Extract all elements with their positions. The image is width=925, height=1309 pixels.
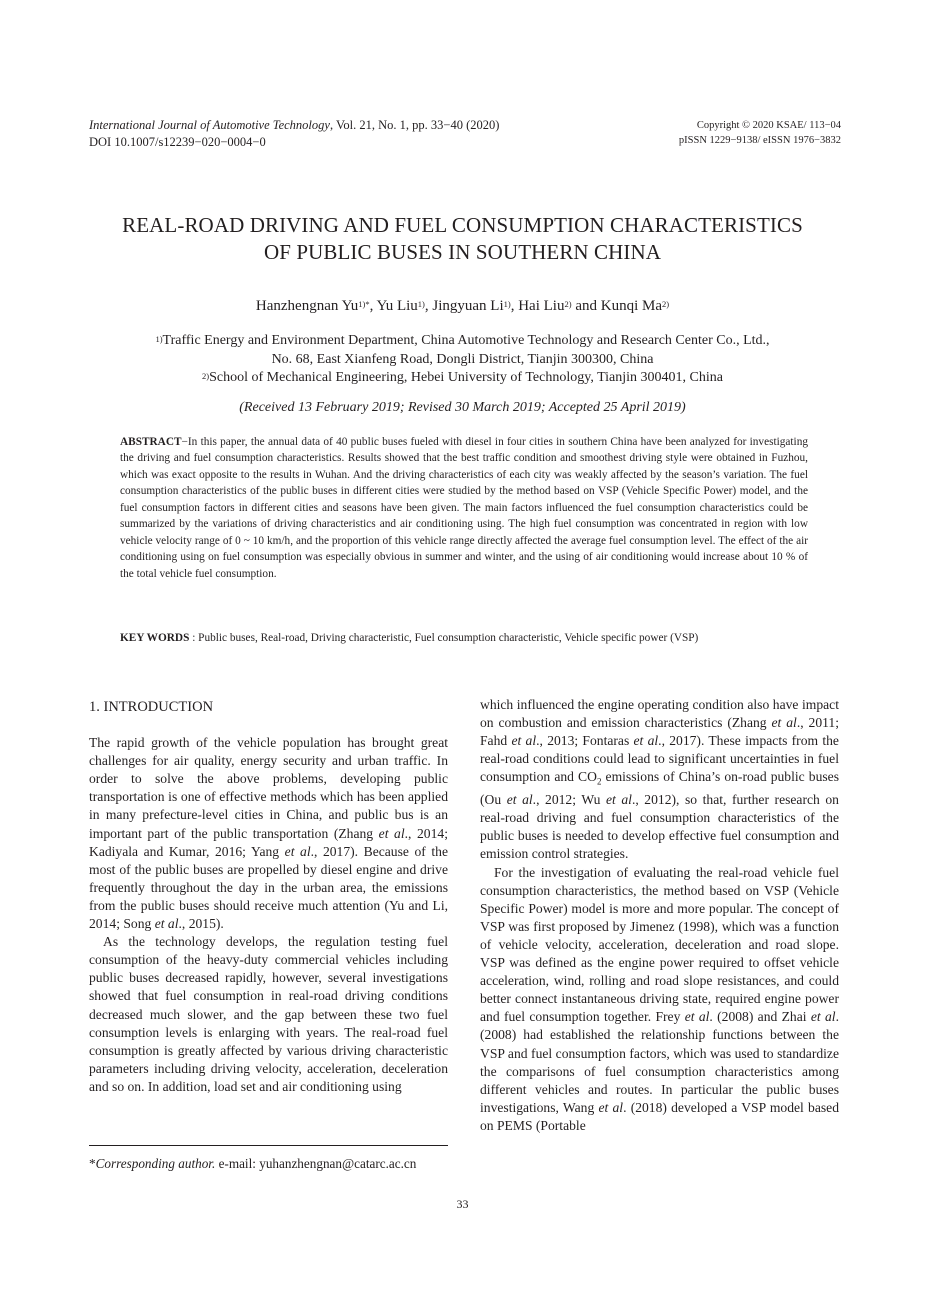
footnote-mark: * xyxy=(89,1156,96,1171)
author-sep: and xyxy=(571,298,601,314)
author-name: Kunqi Ma xyxy=(600,298,662,314)
text-run-italic: et al xyxy=(511,733,537,749)
author-list xyxy=(60,296,865,316)
author-mark: 2) xyxy=(661,299,670,309)
text-run: ., 2012; Wu xyxy=(532,792,606,808)
text-run: ., 2017). Because of the most of the public buses are propelled by diesel engine and drive frequently throughout the day in the urban area, the emissions from the public buses should receive much attention (Yu and Li, 2014; Song xyxy=(89,843,448,932)
text-run: For the investigation of evaluating the real-road vehicle fuel consumption characteristics, the method based on VSP (Vehicle Specific Power) model is more and more popular. The concept of VSP was first proposed by Jimenez (1998), which was a function of vehicle velocity, acceleration, deceleration and road slope. VSP was defined as the engine power required to offset vehicle acceleration, wind, rolling and road slope resistances, and could better connect instantaneous driving state, required engine power and fuel consumption together. Frey xyxy=(480,864,839,1025)
text-run-italic: et al xyxy=(378,825,405,841)
author-mark: 1) xyxy=(503,299,511,309)
journal-volume: , Vol. 21, No. 1, pp. 33−40 (2020) xyxy=(329,118,500,132)
text-run: ., 2014; Kadiyala and Kumar, 2016; Yang xyxy=(89,825,448,859)
text-run: ., 2017). These impacts from the real-road conditions could lead to significant uncertainties in fuel consumption and CO xyxy=(480,733,839,785)
affiliation-text: Traffic Energy and Environment Department, China Automotive Technology and Research Center Co., Ltd., xyxy=(162,333,770,348)
footnote-divider xyxy=(89,1145,448,1146)
paper-title xyxy=(60,212,865,266)
received-dates: (Received 13 February 2019; Revised 30 March 2019; Accepted 25 April 2019) xyxy=(239,400,686,415)
title-line-1: REAL-ROAD DRIVING AND FUEL CONSUMPTION CHARACTERISTICS xyxy=(122,213,803,237)
text-run-italic: et al xyxy=(633,733,659,749)
footnote-label: Corresponding author. xyxy=(95,1156,216,1171)
author-name: Hanzhengnan Yu xyxy=(255,298,359,314)
footnote-email: e-mail: yuhanzhengnan@catarc.ac.cn xyxy=(215,1156,417,1171)
text-run: emissions of China’s on-road public buses (Ou xyxy=(480,769,839,808)
author-sep: , xyxy=(424,298,433,314)
subscript: 2 xyxy=(596,777,602,788)
author-sep: , xyxy=(369,298,377,314)
text-run: . (2018) developed a VSP model based on PEMS (Portable xyxy=(480,1099,839,1133)
journal-header xyxy=(89,117,499,151)
text-run-italic: et al xyxy=(771,715,797,731)
affiliation-1-address: No. 68, East Xianfeng Road, Dongli District, Tianjin 300300, China xyxy=(271,351,654,367)
abstract-label: ABSTRACT xyxy=(120,436,182,448)
affiliation-mark: 1) xyxy=(155,334,163,344)
text-run-italic: et al xyxy=(598,1099,624,1115)
text-run: ., 2015). xyxy=(178,916,224,932)
author-name: Yu Liu xyxy=(376,298,418,314)
text-run-italic: et al xyxy=(605,792,632,808)
journal-name: International Journal of Automotive Technology xyxy=(89,118,330,132)
abstract-text: −In this paper, the annual data of 40 public buses fueled with diesel in four cities in southern China have been analyzed for investigating the driving and fuel consumption characteristics. Results showed that the best traffic condition and smoothest driving style were obtained in Fuzhou, which was exact opposite to the results in Wuhan. And the driving characteristics of each city was weakly affected by the season’s variation. The fuel consumption characteristics of the public buses in different cities were studied by the method based on VSP (Vehicle Specific Power) model, and the fuel consumption factors in different cities and seasons have been given. The main factors influenced the fuel consumption characteristics could be summarized by the variations of driving characteristics and air conditioning using. The high fuel consumption was concentrated in region with low vehicle velocity range of 0 ~ 10 km/h, and the proportion of this vehicle range directly affected the average fuel consumption level. The effect of the air conditioning using on fuel consumption was especially obvious in summer and winter, and the using of air conditioning would increase about 10 % of the total vehicle fuel consumption. xyxy=(120,436,808,580)
author-name: Hai Liu xyxy=(518,298,565,314)
affiliation-1 xyxy=(60,332,865,351)
text-run-italic: et al xyxy=(154,916,179,932)
paragraph: As the technology develops, the regulation testing fuel consumption of the heavy-duty commercial vehicles including public buses decreased rapidly, however, several investigations showed that fuel consumption in real-road driving conditions decreased much slower, and the gap between these two fuel consumption levels is enlarging with years. The real-road fuel consumption is greatly affected by various driving characteristic parameters including driving velocity, acceleration, deceleration and so on. In addition, load set and air conditioning using xyxy=(89,934,448,1094)
section-heading: 1. INTRODUCTION xyxy=(89,699,214,715)
journal-citation-line xyxy=(89,117,499,134)
title-line-2: OF PUBLIC BUSES IN SOUTHERN CHINA xyxy=(263,240,662,264)
author-name: Jingyuan Li xyxy=(432,298,504,314)
footnote xyxy=(89,1155,454,1173)
doi: DOI 10.1007/s12239−020−0004−0 xyxy=(89,135,266,149)
copyright-block xyxy=(679,118,841,148)
affiliation-2 xyxy=(60,369,865,388)
keywords xyxy=(120,630,808,647)
affiliations xyxy=(60,332,865,388)
text-run: ., 2013; Fontaras xyxy=(536,733,634,749)
left-column xyxy=(89,698,448,1096)
affiliation-text: School of Mechanical Engineering, Hebei University of Technology, Tianjin 300401, China xyxy=(209,370,723,385)
text-run: The rapid growth of the vehicle population has brought great challenges for air quality, energy security and urban traffic. In order to solve the above problems, developing public transportation is one of effective methods which has been applied in many prefecture-level cities in China, and public bus is an important part of the public transportation (Zhang xyxy=(89,735,448,841)
text-run: which influenced the engine operating condition also have impact on combustion and emission characteristics (Zhang xyxy=(480,697,839,731)
text-run: . (2008) had established the relationship functions between the VSP and fuel consumption factors, which was used to standardize the comparisons of fuel consumption characteristics among different vehicles and routes. In particular the public buses investigations, Wang xyxy=(480,1009,839,1115)
issn: pISSN 1229−9138/ eISSN 1976−3832 xyxy=(678,135,841,146)
text-run-italic: et al xyxy=(684,1009,710,1025)
paragraph xyxy=(480,696,839,864)
right-column xyxy=(480,696,839,1135)
page-number: 33 xyxy=(456,1197,469,1211)
affiliation-mark: 2) xyxy=(202,371,210,381)
text-run-italic: et al xyxy=(810,1009,836,1025)
author-mark: 1) xyxy=(417,299,425,309)
text-run-italic: et al xyxy=(284,843,311,859)
abstract xyxy=(120,434,808,582)
text-run: . (2008) and Zhai xyxy=(709,1009,811,1025)
copyright: Copyright © 2020 KSAE/ 113−04 xyxy=(696,120,841,131)
author-mark: 1)* xyxy=(358,299,370,309)
text-run: ., 2012), so that, further research on real-road driving and fuel consumption characteristics of the public buses is needed to develop effective fuel consumption and emission control strategies. xyxy=(480,792,839,862)
author-mark: 2) xyxy=(564,299,572,309)
keywords-text: : Public buses, Real-road, Driving characteristic, Fuel consumption characteristic, Vehicle specific power (VSP) xyxy=(189,632,699,644)
keywords-label: KEY WORDS xyxy=(120,632,190,644)
text-run: ., 2011; Fahd xyxy=(480,715,839,749)
author-sep: , xyxy=(510,298,519,314)
paragraph xyxy=(480,864,839,1135)
text-run-italic: et al xyxy=(506,792,533,808)
paragraph xyxy=(89,734,448,933)
